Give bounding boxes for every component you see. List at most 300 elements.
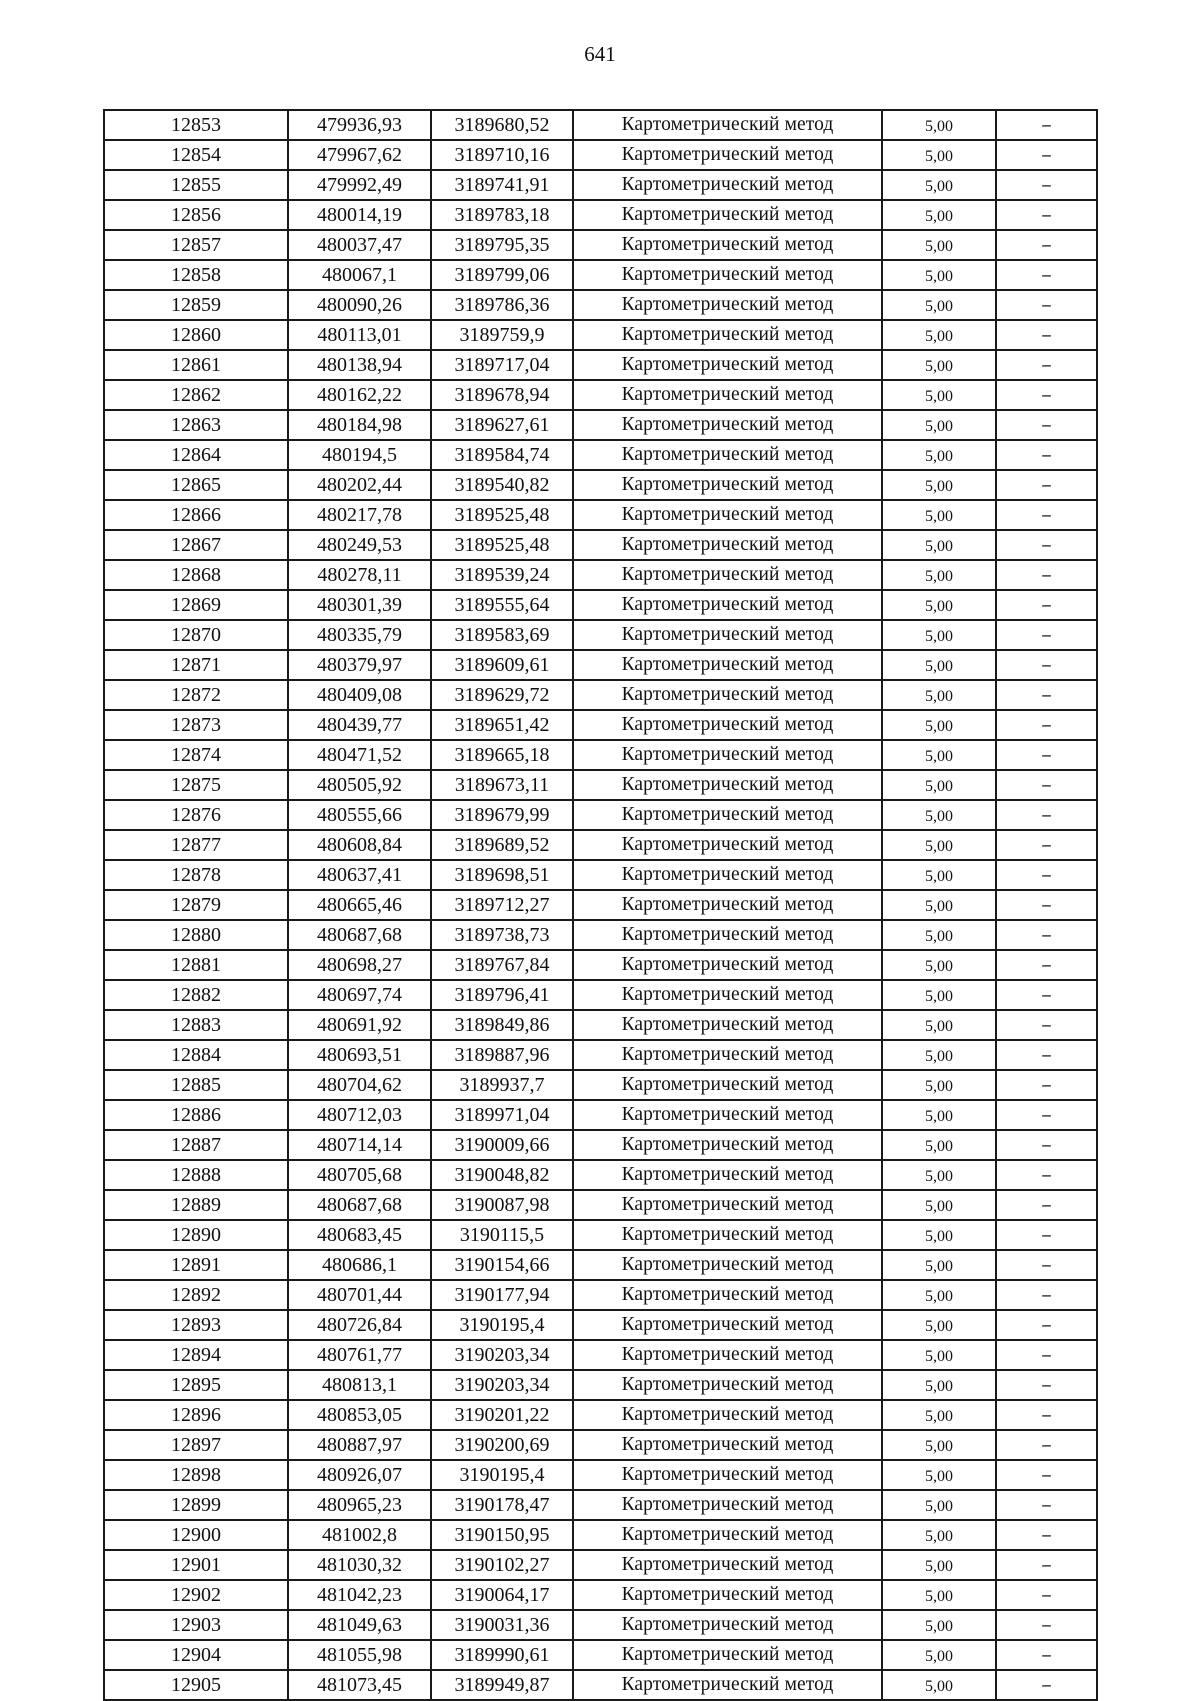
point-number-cell: 12891 (104, 1250, 288, 1280)
y-coordinate-cell: 3189583,69 (431, 620, 573, 650)
error-cell: 5,00 (882, 1340, 996, 1370)
x-coordinate-cell: 480202,44 (288, 470, 431, 500)
y-coordinate-cell: 3189949,87 (431, 1670, 573, 1700)
y-coordinate-cell: 3190150,95 (431, 1520, 573, 1550)
y-coordinate-cell: 3189651,42 (431, 710, 573, 740)
y-coordinate-cell: 3190102,27 (431, 1550, 573, 1580)
x-coordinate-cell: 481055,98 (288, 1640, 431, 1670)
x-coordinate-cell: 480853,05 (288, 1400, 431, 1430)
table-row (104, 980, 1097, 1010)
table-row (104, 1520, 1097, 1550)
note-cell: – (996, 1430, 1097, 1460)
point-number-cell: 12893 (104, 1310, 288, 1340)
method-cell: Картометрический метод (573, 980, 882, 1010)
y-coordinate-cell: 3189712,27 (431, 890, 573, 920)
y-coordinate-cell: 3189698,51 (431, 860, 573, 890)
table-row (104, 1670, 1097, 1700)
note-cell: – (996, 1280, 1097, 1310)
x-coordinate-cell: 480505,92 (288, 770, 431, 800)
point-number-cell: 12865 (104, 470, 288, 500)
table-row (104, 1250, 1097, 1280)
point-number-cell: 12878 (104, 860, 288, 890)
method-cell: Картометрический метод (573, 110, 882, 140)
note-cell: – (996, 1220, 1097, 1250)
y-coordinate-cell: 3189767,84 (431, 950, 573, 980)
y-coordinate-cell: 3189627,61 (431, 410, 573, 440)
y-coordinate-cell: 3189555,64 (431, 590, 573, 620)
y-coordinate-cell: 3189795,35 (431, 230, 573, 260)
note-cell: – (996, 650, 1097, 680)
note-cell: – (996, 1130, 1097, 1160)
note-cell: – (996, 1310, 1097, 1340)
error-cell: 5,00 (882, 1190, 996, 1220)
table-row (104, 470, 1097, 500)
method-cell: Картометрический метод (573, 620, 882, 650)
table-row (104, 1460, 1097, 1490)
table-row (104, 500, 1097, 530)
error-cell: 5,00 (882, 1160, 996, 1190)
table-row (104, 1340, 1097, 1370)
x-coordinate-cell: 480090,26 (288, 290, 431, 320)
point-number-cell: 12889 (104, 1190, 288, 1220)
y-coordinate-cell: 3190200,69 (431, 1430, 573, 1460)
x-coordinate-cell: 480608,84 (288, 830, 431, 860)
x-coordinate-cell: 480686,1 (288, 1250, 431, 1280)
y-coordinate-cell: 3189584,74 (431, 440, 573, 470)
x-coordinate-cell: 480687,68 (288, 1190, 431, 1220)
method-cell: Картометрический метод (573, 1220, 882, 1250)
note-cell: – (996, 1550, 1097, 1580)
table-row (104, 440, 1097, 470)
error-cell: 5,00 (882, 1550, 996, 1580)
point-number-cell: 12875 (104, 770, 288, 800)
method-cell: Картометрический метод (573, 1340, 882, 1370)
error-cell: 5,00 (882, 260, 996, 290)
point-number-cell: 12858 (104, 260, 288, 290)
table-row (104, 650, 1097, 680)
table-row (104, 1160, 1097, 1190)
note-cell: – (996, 500, 1097, 530)
note-cell: – (996, 1100, 1097, 1130)
point-number-cell: 12880 (104, 920, 288, 950)
y-coordinate-cell: 3190177,94 (431, 1280, 573, 1310)
point-number-cell: 12876 (104, 800, 288, 830)
error-cell: 5,00 (882, 1520, 996, 1550)
point-number-cell: 12870 (104, 620, 288, 650)
table-row (104, 1220, 1097, 1250)
x-coordinate-cell: 480113,01 (288, 320, 431, 350)
point-number-cell: 12902 (104, 1580, 288, 1610)
note-cell: – (996, 740, 1097, 770)
note-cell: – (996, 440, 1097, 470)
method-cell: Картометрический метод (573, 530, 882, 560)
table-row (104, 410, 1097, 440)
y-coordinate-cell: 3189629,72 (431, 680, 573, 710)
method-cell: Картометрический метод (573, 650, 882, 680)
point-number-cell: 12905 (104, 1670, 288, 1700)
point-number-cell: 12888 (104, 1160, 288, 1190)
error-cell: 5,00 (882, 800, 996, 830)
error-cell: 5,00 (882, 1310, 996, 1340)
note-cell: – (996, 140, 1097, 170)
point-number-cell: 12860 (104, 320, 288, 350)
table-row (104, 950, 1097, 980)
method-cell: Картометрический метод (573, 170, 882, 200)
point-number-cell: 12864 (104, 440, 288, 470)
method-cell: Картометрический метод (573, 1370, 882, 1400)
error-cell: 5,00 (882, 680, 996, 710)
note-cell: – (996, 1670, 1097, 1700)
table-row (104, 140, 1097, 170)
table-row (104, 230, 1097, 260)
error-cell: 5,00 (882, 890, 996, 920)
x-coordinate-cell: 480687,68 (288, 920, 431, 950)
error-cell: 5,00 (882, 1640, 996, 1670)
method-cell: Картометрический метод (573, 410, 882, 440)
error-cell: 5,00 (882, 1430, 996, 1460)
y-coordinate-cell: 3190178,47 (431, 1490, 573, 1520)
note-cell: – (996, 1190, 1097, 1220)
x-coordinate-cell: 480693,51 (288, 1040, 431, 1070)
method-cell: Картометрический метод (573, 1280, 882, 1310)
error-cell: 5,00 (882, 1100, 996, 1130)
table-row (104, 170, 1097, 200)
x-coordinate-cell: 480926,07 (288, 1460, 431, 1490)
table-row (104, 680, 1097, 710)
x-coordinate-cell: 480691,92 (288, 1010, 431, 1040)
method-cell: Картометрический метод (573, 1520, 882, 1550)
note-cell: – (996, 1340, 1097, 1370)
method-cell: Картометрический метод (573, 1460, 882, 1490)
note-cell: – (996, 710, 1097, 740)
coordinates-table-body (104, 110, 1097, 1700)
x-coordinate-cell: 480014,19 (288, 200, 431, 230)
note-cell: – (996, 170, 1097, 200)
y-coordinate-cell: 3189783,18 (431, 200, 573, 230)
y-coordinate-cell: 3189525,48 (431, 530, 573, 560)
note-cell: – (996, 890, 1097, 920)
note-cell: – (996, 1160, 1097, 1190)
error-cell: 5,00 (882, 140, 996, 170)
note-cell: – (996, 1460, 1097, 1490)
note-cell: – (996, 1250, 1097, 1280)
point-number-cell: 12899 (104, 1490, 288, 1520)
note-cell: – (996, 470, 1097, 500)
method-cell: Картометрический метод (573, 1250, 882, 1280)
note-cell: – (996, 1490, 1097, 1520)
note-cell: – (996, 590, 1097, 620)
point-number-cell: 12881 (104, 950, 288, 980)
y-coordinate-cell: 3189849,86 (431, 1010, 573, 1040)
method-cell: Картометрический метод (573, 1400, 882, 1430)
method-cell: Картометрический метод (573, 830, 882, 860)
x-coordinate-cell: 480194,5 (288, 440, 431, 470)
x-coordinate-cell: 479967,62 (288, 140, 431, 170)
method-cell: Картометрический метод (573, 380, 882, 410)
table-row (104, 380, 1097, 410)
x-coordinate-cell: 480301,39 (288, 590, 431, 620)
method-cell: Картометрический метод (573, 230, 882, 260)
method-cell: Картометрический метод (573, 560, 882, 590)
note-cell: – (996, 950, 1097, 980)
table-row (104, 1100, 1097, 1130)
error-cell: 5,00 (882, 710, 996, 740)
table-row (104, 890, 1097, 920)
method-cell: Картометрический метод (573, 260, 882, 290)
table-row (104, 1580, 1097, 1610)
table-row (104, 320, 1097, 350)
y-coordinate-cell: 3189539,24 (431, 560, 573, 590)
table-row (104, 770, 1097, 800)
point-number-cell: 12867 (104, 530, 288, 560)
x-coordinate-cell: 480184,98 (288, 410, 431, 440)
table-row (104, 200, 1097, 230)
error-cell: 5,00 (882, 1010, 996, 1040)
error-cell: 5,00 (882, 560, 996, 590)
method-cell: Картометрический метод (573, 1040, 882, 1070)
note-cell: – (996, 350, 1097, 380)
table-row (104, 860, 1097, 890)
note-cell: – (996, 980, 1097, 1010)
x-coordinate-cell: 480037,47 (288, 230, 431, 260)
table-row (104, 830, 1097, 860)
y-coordinate-cell: 3189799,06 (431, 260, 573, 290)
point-number-cell: 12862 (104, 380, 288, 410)
method-cell: Картометрический метод (573, 680, 882, 710)
error-cell: 5,00 (882, 950, 996, 980)
x-coordinate-cell: 480813,1 (288, 1370, 431, 1400)
table-row (104, 590, 1097, 620)
error-cell: 5,00 (882, 740, 996, 770)
x-coordinate-cell: 480665,46 (288, 890, 431, 920)
error-cell: 5,00 (882, 1070, 996, 1100)
point-number-cell: 12879 (104, 890, 288, 920)
x-coordinate-cell: 480637,41 (288, 860, 431, 890)
y-coordinate-cell: 3190154,66 (431, 1250, 573, 1280)
table-row (104, 1070, 1097, 1100)
point-number-cell: 12901 (104, 1550, 288, 1580)
error-cell: 5,00 (882, 1250, 996, 1280)
point-number-cell: 12857 (104, 230, 288, 260)
table-row (104, 350, 1097, 380)
x-coordinate-cell: 480067,1 (288, 260, 431, 290)
table-row (104, 1430, 1097, 1460)
error-cell: 5,00 (882, 920, 996, 950)
method-cell: Картометрический метод (573, 200, 882, 230)
error-cell: 5,00 (882, 230, 996, 260)
note-cell: – (996, 1400, 1097, 1430)
method-cell: Картометрический метод (573, 890, 882, 920)
note-cell: – (996, 1640, 1097, 1670)
method-cell: Картометрический метод (573, 1580, 882, 1610)
method-cell: Картометрический метод (573, 1190, 882, 1220)
y-coordinate-cell: 3189786,36 (431, 290, 573, 320)
x-coordinate-cell: 480887,97 (288, 1430, 431, 1460)
table-row (104, 710, 1097, 740)
point-number-cell: 12853 (104, 110, 288, 140)
table-row (104, 740, 1097, 770)
point-number-cell: 12871 (104, 650, 288, 680)
x-coordinate-cell: 481002,8 (288, 1520, 431, 1550)
error-cell: 5,00 (882, 170, 996, 200)
x-coordinate-cell: 480555,66 (288, 800, 431, 830)
note-cell: – (996, 620, 1097, 650)
x-coordinate-cell: 480705,68 (288, 1160, 431, 1190)
method-cell: Картометрический метод (573, 1550, 882, 1580)
table-row (104, 110, 1097, 140)
x-coordinate-cell: 480698,27 (288, 950, 431, 980)
x-coordinate-cell: 480162,22 (288, 380, 431, 410)
point-number-cell: 12887 (104, 1130, 288, 1160)
point-number-cell: 12898 (104, 1460, 288, 1490)
error-cell: 5,00 (882, 860, 996, 890)
x-coordinate-cell: 481049,63 (288, 1610, 431, 1640)
point-number-cell: 12856 (104, 200, 288, 230)
x-coordinate-cell: 480697,74 (288, 980, 431, 1010)
point-number-cell: 12890 (104, 1220, 288, 1250)
point-number-cell: 12877 (104, 830, 288, 860)
error-cell: 5,00 (882, 1460, 996, 1490)
y-coordinate-cell: 3190195,4 (431, 1460, 573, 1490)
point-number-cell: 12892 (104, 1280, 288, 1310)
note-cell: – (996, 1520, 1097, 1550)
method-cell: Картометрический метод (573, 470, 882, 500)
note-cell: – (996, 1070, 1097, 1100)
point-number-cell: 12900 (104, 1520, 288, 1550)
table-row (104, 800, 1097, 830)
y-coordinate-cell: 3189679,99 (431, 800, 573, 830)
note-cell: – (996, 560, 1097, 590)
x-coordinate-cell: 480335,79 (288, 620, 431, 650)
table-row (104, 1640, 1097, 1670)
error-cell: 5,00 (882, 110, 996, 140)
point-number-cell: 12859 (104, 290, 288, 320)
y-coordinate-cell: 3190064,17 (431, 1580, 573, 1610)
point-number-cell: 12868 (104, 560, 288, 590)
point-number-cell: 12873 (104, 710, 288, 740)
note-cell: – (996, 1580, 1097, 1610)
method-cell: Картометрический метод (573, 1490, 882, 1520)
y-coordinate-cell: 3189971,04 (431, 1100, 573, 1130)
method-cell: Картометрический метод (573, 710, 882, 740)
x-coordinate-cell: 480278,11 (288, 560, 431, 590)
x-coordinate-cell: 480379,97 (288, 650, 431, 680)
y-coordinate-cell: 3189540,82 (431, 470, 573, 500)
error-cell: 5,00 (882, 830, 996, 860)
method-cell: Картометрический метод (573, 140, 882, 170)
y-coordinate-cell: 3189741,91 (431, 170, 573, 200)
error-cell: 5,00 (882, 200, 996, 230)
error-cell: 5,00 (882, 1040, 996, 1070)
error-cell: 5,00 (882, 410, 996, 440)
table-row (104, 530, 1097, 560)
y-coordinate-cell: 3189678,94 (431, 380, 573, 410)
table-row (104, 1130, 1097, 1160)
error-cell: 5,00 (882, 1490, 996, 1520)
y-coordinate-cell: 3189990,61 (431, 1640, 573, 1670)
note-cell: – (996, 320, 1097, 350)
point-number-cell: 12854 (104, 140, 288, 170)
point-number-cell: 12895 (104, 1370, 288, 1400)
method-cell: Картометрический метод (573, 500, 882, 530)
table-row (104, 620, 1097, 650)
x-coordinate-cell: 480726,84 (288, 1310, 431, 1340)
x-coordinate-cell: 480701,44 (288, 1280, 431, 1310)
method-cell: Картометрический метод (573, 350, 882, 380)
point-number-cell: 12885 (104, 1070, 288, 1100)
method-cell: Картометрический метод (573, 1310, 882, 1340)
x-coordinate-cell: 479992,49 (288, 170, 431, 200)
x-coordinate-cell: 480138,94 (288, 350, 431, 380)
y-coordinate-cell: 3189680,52 (431, 110, 573, 140)
point-number-cell: 12882 (104, 980, 288, 1010)
note-cell: – (996, 230, 1097, 260)
point-number-cell: 12903 (104, 1610, 288, 1640)
error-cell: 5,00 (882, 290, 996, 320)
coordinates-table (103, 109, 1098, 1701)
error-cell: 5,00 (882, 980, 996, 1010)
point-number-cell: 12884 (104, 1040, 288, 1070)
y-coordinate-cell: 3189673,11 (431, 770, 573, 800)
table-row (104, 1610, 1097, 1640)
table-row (104, 920, 1097, 950)
error-cell: 5,00 (882, 1220, 996, 1250)
x-coordinate-cell: 481042,23 (288, 1580, 431, 1610)
method-cell: Картометрический метод (573, 1430, 882, 1460)
y-coordinate-cell: 3190203,34 (431, 1370, 573, 1400)
y-coordinate-cell: 3190115,5 (431, 1220, 573, 1250)
error-cell: 5,00 (882, 1400, 996, 1430)
note-cell: – (996, 1610, 1097, 1640)
point-number-cell: 12863 (104, 410, 288, 440)
x-coordinate-cell: 480683,45 (288, 1220, 431, 1250)
method-cell: Картометрический метод (573, 1010, 882, 1040)
table-row (104, 290, 1097, 320)
x-coordinate-cell: 480409,08 (288, 680, 431, 710)
method-cell: Картометрический метод (573, 860, 882, 890)
point-number-cell: 12897 (104, 1430, 288, 1460)
error-cell: 5,00 (882, 500, 996, 530)
x-coordinate-cell: 480249,53 (288, 530, 431, 560)
note-cell: – (996, 1010, 1097, 1040)
table-row (104, 1280, 1097, 1310)
error-cell: 5,00 (882, 470, 996, 500)
x-coordinate-cell: 480217,78 (288, 500, 431, 530)
note-cell: – (996, 800, 1097, 830)
y-coordinate-cell: 3190009,66 (431, 1130, 573, 1160)
method-cell: Картометрический метод (573, 950, 882, 980)
point-number-cell: 12894 (104, 1340, 288, 1370)
x-coordinate-cell: 480471,52 (288, 740, 431, 770)
y-coordinate-cell: 3189665,18 (431, 740, 573, 770)
y-coordinate-cell: 3189525,48 (431, 500, 573, 530)
note-cell: – (996, 110, 1097, 140)
method-cell: Картометрический метод (573, 1100, 882, 1130)
y-coordinate-cell: 3189759,9 (431, 320, 573, 350)
error-cell: 5,00 (882, 440, 996, 470)
error-cell: 5,00 (882, 1580, 996, 1610)
y-coordinate-cell: 3190201,22 (431, 1400, 573, 1430)
y-coordinate-cell: 3189796,41 (431, 980, 573, 1010)
point-number-cell: 12869 (104, 590, 288, 620)
note-cell: – (996, 290, 1097, 320)
y-coordinate-cell: 3190048,82 (431, 1160, 573, 1190)
note-cell: – (996, 920, 1097, 950)
x-coordinate-cell: 480761,77 (288, 1340, 431, 1370)
note-cell: – (996, 380, 1097, 410)
point-number-cell: 12874 (104, 740, 288, 770)
y-coordinate-cell: 3189689,52 (431, 830, 573, 860)
